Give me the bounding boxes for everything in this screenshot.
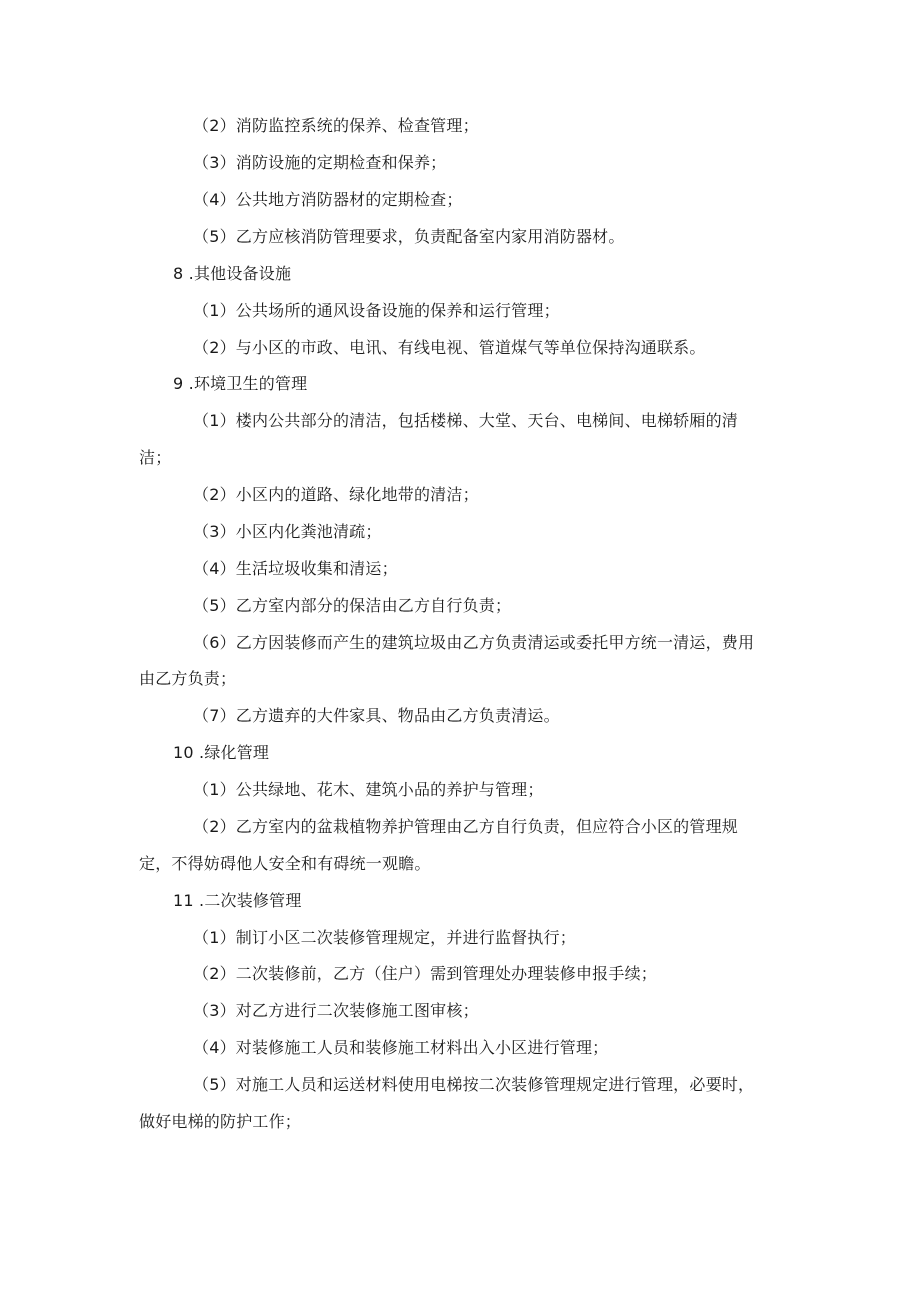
section-heading: 8 .其他设备设施 (173, 264, 292, 283)
text-line-continuation: 洁； (139, 448, 172, 467)
text-line-continuation: 定，不得妨碍他人安全和有碍统一观瞻。 (139, 854, 431, 873)
text-line: （2）消防监控系统的保养、检查管理； (193, 116, 479, 135)
text-line: （5）乙方室内部分的保洁由乙方自行负责； (193, 596, 512, 615)
text-line: （3）小区内化粪池清疏； (193, 522, 382, 541)
section-heading: 10 .绿化管理 (173, 743, 270, 762)
text-line: （2）二次装修前，乙方（住户）需到管理处办理装修申报手续； (193, 964, 657, 983)
text-line: （5）乙方应核消防管理要求，负责配备室内家用消防器材。 (193, 227, 625, 246)
section-heading: 11 .二次装修管理 (173, 891, 302, 910)
text-line: （5）对施工人员和运送材料使用电梯按二次装修管理规定进行管理，必要时， (193, 1075, 755, 1094)
section-heading: 9 .环境卫生的管理 (173, 374, 308, 393)
text-line: （4）公共地方消防器材的定期检查； (193, 190, 463, 209)
text-line: （3）消防设施的定期检查和保养； (193, 153, 447, 172)
text-line: （3）对乙方进行二次装修施工图审核； (193, 1001, 479, 1020)
text-line: （7）乙方遗弃的大件家具、物品由乙方负责清运。 (193, 706, 560, 725)
text-line: （2）小区内的道路、绿化地带的清洁； (193, 485, 479, 504)
text-line-continuation: 做好电梯的防护工作； (139, 1112, 302, 1131)
text-line: （1）公共绿地、花木、建筑小品的养护与管理； (193, 780, 544, 799)
text-line: （4）对装修施工人员和装修施工材料出入小区进行管理； (193, 1038, 609, 1057)
text-line: （1）公共场所的通风设备设施的保养和运行管理； (193, 301, 560, 320)
text-line: （2）与小区的市政、电讯、有线电视、管道煤气等单位保持沟通联系。 (193, 338, 706, 357)
text-line: （2）乙方室内的盆栽植物养护管理由乙方自行负责，但应符合小区的管理规 (193, 817, 738, 836)
text-line-continuation: 由乙方负责； (139, 669, 237, 688)
text-line: （6）乙方因装修而产生的建筑垃圾由乙方负责清运或委托甲方统一清运，费用 (193, 633, 755, 652)
text-line: （4）生活垃圾收集和清运； (193, 559, 398, 578)
text-line: （1）制订小区二次装修管理规定，并进行监督执行； (193, 928, 576, 947)
text-line: （1）楼内公共部分的清洁，包括楼梯、大堂、天台、电梯间、电梯轿厢的清 (193, 411, 738, 430)
